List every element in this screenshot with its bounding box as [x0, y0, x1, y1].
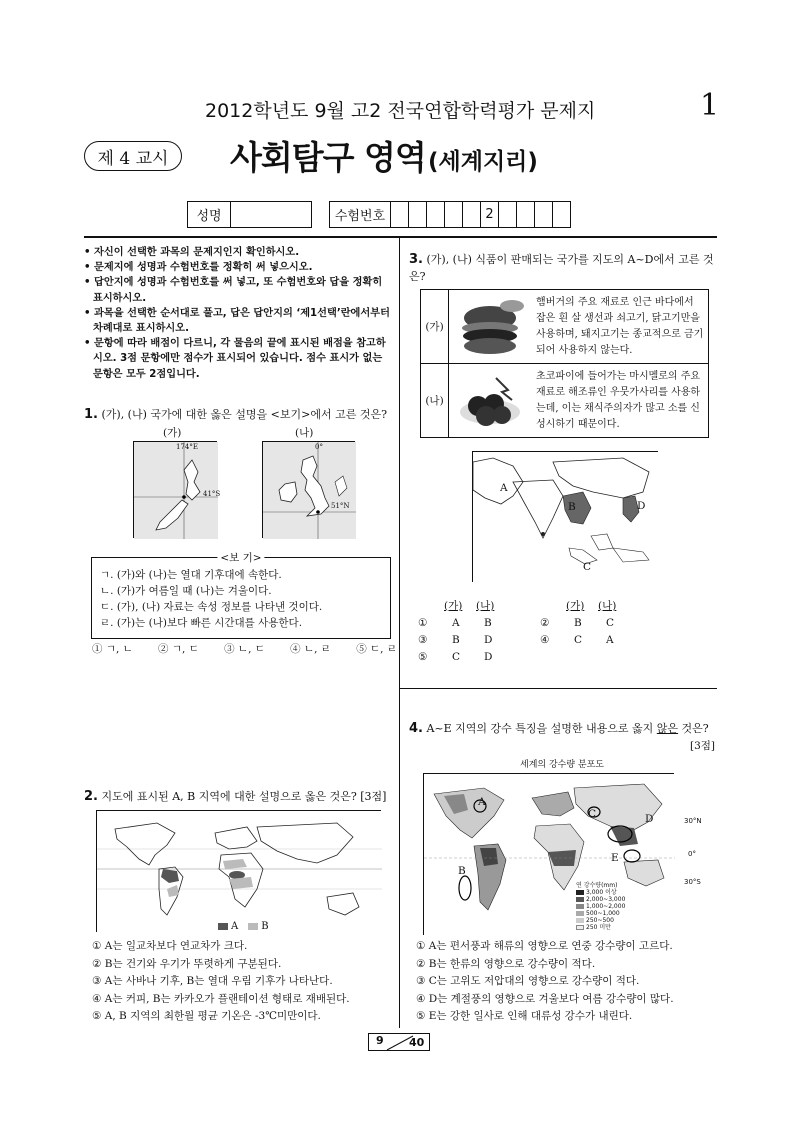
question-4-text-post: 것은? [678, 722, 709, 735]
choice-b-value: D [484, 651, 493, 663]
world-climate-map [96, 810, 381, 932]
question-4-choices [416, 938, 674, 1026]
exam-number-digit[interactable] [462, 201, 481, 228]
choice-option[interactable]: ② B는 한류의 영향으로 강수량이 적다. [416, 957, 596, 970]
world-map-graphic [97, 811, 382, 933]
choice-number[interactable]: ① [418, 617, 428, 629]
subject-subtitle: (세계지리) [428, 149, 538, 175]
instruction-item: • 과목을 선택한 순서대로 풀고, 답은 답안지의 ‘제1선택’란에서부터 차례대로 표시하시오. [84, 307, 390, 335]
bogi-box [91, 552, 391, 639]
exam-number-digit[interactable] [390, 201, 409, 228]
choice-option[interactable]: ① ㄱ, ㄴ [92, 643, 133, 655]
question-4-number: 4. [409, 721, 423, 736]
food-b-label: (나) [421, 364, 449, 438]
choice-header-a: (가) [444, 600, 463, 612]
right-column-divider [400, 688, 717, 689]
map-a-latitude: 41°S [203, 490, 221, 498]
choice-option[interactable]: ③ C는 고위도 저압대의 영향으로 강수량이 적다. [416, 975, 640, 987]
precip-legend [576, 882, 642, 931]
choice-option[interactable]: ④ A는 커피, B는 카카오가 플랜테이션 형태로 재배된다. [92, 992, 350, 1005]
instructions-list [84, 245, 392, 382]
question-1-text: (가), (나) 국가에 대한 옳은 설명을 <보기>에서 고른 것은? [101, 408, 387, 421]
food-b-description: 초코파이에 들어가는 마시멜로의 주요 재료로 해조류인 우뭇가사리를 사용하는데, 이는 채식주의자가 많고 소를 신성시하기 때문이다. [536, 370, 701, 430]
asia-map-label-b: B [568, 501, 576, 513]
question-4-stem [409, 720, 719, 737]
exam-number-digit[interactable] [534, 201, 553, 228]
food-a-description: 햄버거의 주요 재료로 인근 바다에서 잡은 흰 살 생선과 쇠고기, 닭고기만을 사용하며, 돼지고기는 종교적으로 금기되어 사용하지 않는다. [536, 296, 704, 356]
map-a-label: (가) [163, 427, 182, 439]
question-1-choices [92, 641, 397, 656]
choice-option[interactable]: ⑤ E는 강한 일사로 인해 대류성 강수가 내린다. [416, 1010, 633, 1022]
question-4-text-underline: 않은 [656, 722, 679, 735]
food-description-box [420, 289, 709, 438]
footer-total: 40 [409, 1036, 425, 1049]
subject-title: 사회탐구 영역 [230, 138, 426, 177]
legend-item: 1,000~2,000 [586, 903, 626, 910]
legend-item: 3,000 이상 [586, 889, 617, 896]
choice-number[interactable]: ③ [418, 634, 428, 646]
choice-header-b: (나) [476, 600, 495, 612]
page-footer [368, 1033, 430, 1051]
exam-number-digit[interactable] [444, 201, 463, 228]
exam-number-label: 수험번호 [329, 201, 391, 228]
precipitation-map-title: 세계의 강수량 분포도 [520, 760, 604, 770]
lat-label: 30°S [684, 878, 701, 886]
lat-label: 0° [688, 850, 696, 858]
asia-map-graphic [473, 452, 659, 583]
question-1-stem [84, 406, 396, 423]
bogi-item: ㄴ. (가)가 여름일 때 (나)는 겨울이다. [100, 585, 272, 597]
question-2-text: 지도에 표시된 A, B 지역에 대한 설명으로 옳은 것은? [3점] [101, 790, 387, 803]
choice-option[interactable]: ② B는 건기와 우기가 뚜렷하게 구분된다. [92, 957, 282, 970]
bogi-item: ㄹ. (가)는 (나)보다 빠른 시간대를 사용한다. [100, 617, 303, 629]
precip-label-d: D [645, 813, 654, 825]
q2-legend [218, 921, 269, 932]
asia-map-label-c: C [583, 561, 592, 573]
choice-a-value: B [452, 634, 460, 646]
choice-number[interactable]: ④ [540, 634, 550, 646]
question-4-text-pre: A~E 지역의 강수 특징을 설명한 내용으로 옳지 [426, 722, 657, 735]
choice-option[interactable]: ④ D는 계절풍의 영향으로 겨울보다 여름 강수량이 많다. [416, 992, 674, 1005]
choice-a-value: C [574, 634, 583, 646]
choice-option[interactable]: ④ ㄴ, ㄹ [290, 643, 331, 655]
period-badge: 제 4 교시 [84, 141, 182, 171]
map-a-longitude: 174°E [176, 443, 198, 451]
choice-option[interactable]: ③ A는 사바나 기후, B는 열대 우림 기후가 나타난다. [92, 975, 333, 987]
choice-option[interactable]: ③ ㄴ, ㄷ [224, 643, 265, 655]
precip-label-b: B [458, 865, 466, 877]
choice-header-a: (가) [566, 600, 585, 612]
asia-map-label-a: A [500, 482, 508, 494]
name-label: 성명 [187, 201, 231, 228]
legend-item: 500~1,000 [586, 910, 620, 917]
question-3-stem [409, 251, 717, 285]
exam-number-digit[interactable] [426, 201, 445, 228]
asia-map [472, 451, 658, 582]
column-divider [399, 238, 400, 1028]
choice-option[interactable]: ⑤ ㄷ, ㄹ [356, 643, 397, 655]
choice-option[interactable]: ⑤ A, B 지역의 최한월 평균 기온은 -3℃미만이다. [92, 1010, 321, 1022]
exam-number-digit[interactable] [408, 201, 427, 228]
legend-swatch [576, 918, 584, 923]
lat-label: 30°N [684, 817, 702, 825]
choice-b-value: C [606, 617, 615, 629]
choco-pie-image [452, 370, 532, 432]
precip-label-a: A [478, 796, 486, 808]
instruction-item: • 자신이 선택한 과목의 문제지인지 확인하시오. [84, 247, 300, 258]
question-2-stem [84, 788, 396, 805]
exam-title: 2012학년도 9월 고2 전국연합학력평가 문제지 [205, 100, 596, 122]
page-number: 1 [700, 88, 720, 123]
choice-b-value: A [606, 634, 614, 646]
map-b-latitude: 51°N [331, 502, 350, 510]
instruction-item: • 문항에 따라 배점이 다르니, 각 물음의 끝에 표시된 배점을 참고하시오. 3점 문항에만 점수가 표시되어 있습니다. 점수 표시가 없는 문항은 모두 2점입니다. [84, 338, 386, 380]
bogi-item: ㄷ. (가), (나) 자료는 속성 정보를 나타낸 것이다. [100, 601, 323, 613]
legend-label-a: A [231, 921, 239, 932]
precip-label-e: E [611, 852, 619, 864]
choice-number[interactable]: ② [540, 617, 550, 629]
precip-legend-title: 연 강수량(mm) [576, 882, 618, 889]
bogi-title: <보 기> [217, 550, 264, 565]
question-3-number: 3. [409, 252, 423, 267]
name-field[interactable] [230, 201, 312, 228]
legend-label-b: B [261, 921, 269, 932]
choice-option[interactable]: ② ㄱ, ㄷ [158, 643, 199, 655]
question-2-choices [92, 938, 350, 1026]
question-3-text: (가), (나) 식품이 판매되는 국가를 지도의 A~D에서 고른 것은? [409, 253, 714, 283]
legend-item: 2,000~3,000 [586, 896, 626, 903]
legend-swatch [576, 897, 584, 902]
name-and-number-box [188, 201, 571, 228]
exam-number-digit[interactable] [552, 201, 571, 228]
legend-swatch [576, 890, 584, 895]
legend-swatch [576, 925, 584, 930]
instruction-item: • 문제지에 성명과 수험번호를 정확히 써 넣으시오. [84, 262, 313, 274]
question-3-choices [418, 598, 668, 666]
exam-number-digit[interactable] [516, 201, 535, 228]
question-2-number: 2. [84, 789, 98, 804]
food-a-label: (가) [421, 290, 449, 364]
uk-map-graphic [263, 442, 356, 539]
uk-map [262, 441, 355, 538]
hamburger-image [452, 294, 532, 360]
exam-number-digit[interactable] [498, 201, 517, 228]
bogi-item: ㄱ. (가)와 (나)는 열대 기후대에 속한다. [100, 569, 282, 581]
question-4-points: [3점] [690, 740, 716, 752]
exam-number-prefix: 2 [480, 201, 499, 228]
map-b-longitude: 0° [315, 443, 323, 451]
question-1-number: 1. [84, 407, 98, 422]
footer-page: 9 [376, 1034, 384, 1047]
map-b-label: (나) [295, 427, 314, 439]
choice-option[interactable]: ① A는 편서풍과 해류의 영향으로 연중 강수량이 고르다. [416, 940, 673, 952]
choice-a-value: B [574, 617, 582, 629]
header-rule [84, 236, 717, 238]
choice-b-value: D [484, 634, 493, 646]
choice-a-value: C [452, 651, 461, 663]
choice-header-b: (나) [598, 600, 617, 612]
instruction-item: • 답안지에 성명과 수험번호를 써 넣고, 또 수험번호와 답을 정확히 표시하시오. [84, 277, 383, 304]
choice-a-value: A [452, 617, 460, 629]
legend-swatch [576, 911, 584, 916]
choice-number[interactable]: ⑤ [418, 651, 428, 663]
choice-b-value: B [484, 617, 492, 629]
legend-swatch-a [218, 923, 228, 930]
legend-swatch-b [248, 923, 258, 930]
legend-swatch [576, 904, 584, 909]
choice-option[interactable]: ① A는 일교차보다 연교차가 크다. [92, 940, 248, 952]
legend-item: 250~500 [586, 917, 614, 924]
asia-map-label-d: D [637, 500, 646, 512]
precip-label-c: C [588, 808, 597, 820]
legend-item: 250 미만 [586, 924, 611, 931]
